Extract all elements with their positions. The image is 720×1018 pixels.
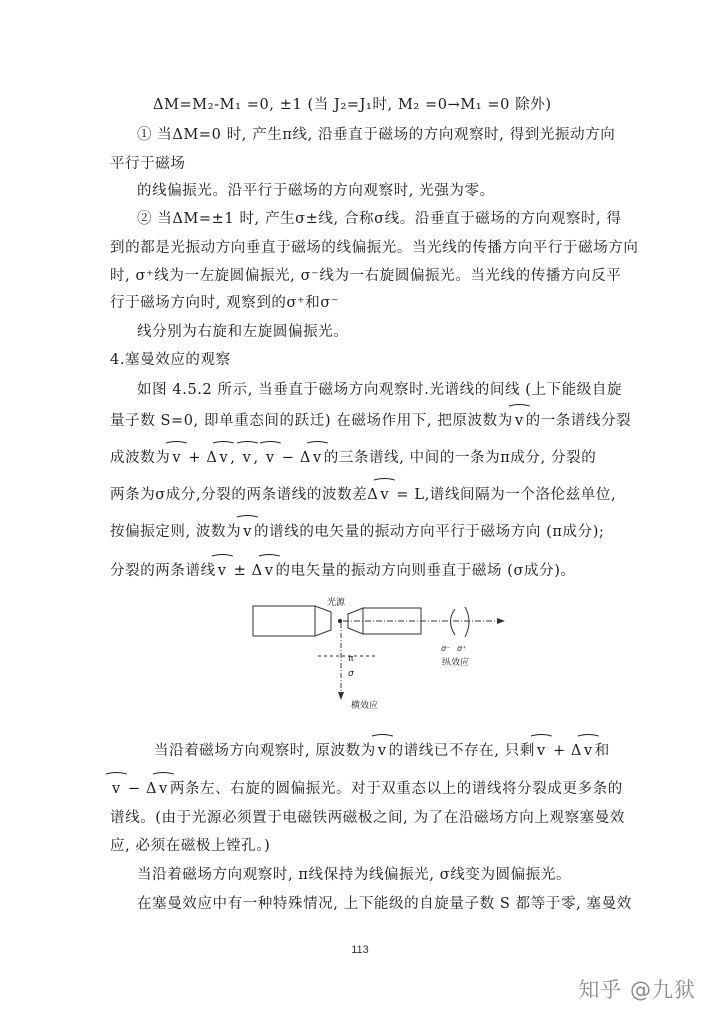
text-segment: 按偏振定则, 波数为 bbox=[110, 524, 242, 540]
light-source-point bbox=[338, 619, 342, 623]
wavenumber-symbol: ‿ v bbox=[376, 741, 389, 761]
along-field-text-line bbox=[110, 779, 623, 799]
case2-text-line: 线分别为右旋和左旋圆偏振光。 bbox=[137, 324, 349, 340]
text-segment: 两条左、右旋的圆偏振光。对于双重态以上的谱线将分裂成更多条的 bbox=[169, 781, 623, 797]
zeeman-observation-figure bbox=[243, 597, 513, 715]
zhihu-watermark: 知乎 @九狱 bbox=[578, 978, 696, 1002]
pi-label: π bbox=[348, 654, 354, 664]
longitudinal-effect-label: 纵效应 bbox=[442, 658, 470, 668]
along-field-text-line: 当沿着磁场方向观察时, π线保持为线偏振光, σ线变为圆偏振光。 bbox=[137, 867, 572, 883]
text-segment: 的一条谱线分裂 bbox=[525, 413, 632, 429]
transverse-effect-label: 横效应 bbox=[351, 701, 379, 711]
text-segment: 的三条谱线, 中间的一条为π成分, 分裂的 bbox=[323, 450, 597, 466]
wavenumber-symbol: ‿ v bbox=[263, 561, 276, 581]
text-segment: 分裂的两条谱线 bbox=[110, 563, 216, 579]
selection-rule-line: ΔM=M₂-M₁ =0, ±1 (当 J₂=J₁时, M₂ =0→M₁ =0 除外) bbox=[153, 97, 552, 113]
wavenumber-symbol: ‿ v bbox=[513, 411, 526, 431]
left-pole-piece bbox=[315, 606, 331, 636]
text-segment: 成波数为 bbox=[110, 450, 171, 466]
wavenumber-symbol: ‿ v bbox=[170, 448, 183, 468]
observation-text-line: 如图 4.5.2 所示, 当垂直于磁场方向观察时.光谱线的间线 (上下能级自旋 bbox=[137, 382, 623, 398]
observation-text-line bbox=[110, 522, 604, 542]
case2-text-line: 到的都是光振动方向垂直于磁场的线偏振光。当光线的传播方向平行于磁场方向 bbox=[110, 240, 639, 256]
case1-text-line: 平行于磁场 bbox=[110, 156, 186, 172]
text-segment: − Δ bbox=[122, 781, 158, 797]
case1-text-line: 的线偏振光。沿平行于磁场的方向观察时, 光强为零。 bbox=[137, 183, 495, 199]
wavenumber-symbol: ‿ v bbox=[110, 779, 123, 799]
case1-text-line: ① 当ΔM=0 时, 产生π线, 沿垂直于磁场的方向观察时, 得到光振动方向 bbox=[137, 127, 616, 143]
case2-text-line: 行于磁场方向时, 观察到的σ⁺和σ⁻ bbox=[110, 295, 340, 311]
text-segment: 量子数 S=0, 即单重态间的跃迁) 在磁场作用下, 把原波数为 bbox=[110, 413, 513, 429]
observation-text-line bbox=[110, 448, 596, 468]
along-field-text-line bbox=[154, 741, 610, 761]
light-source-label: 光源 bbox=[327, 598, 346, 608]
text-segment: ± Δ bbox=[228, 563, 263, 579]
axis-arrowhead bbox=[497, 618, 505, 624]
transverse-arrowhead bbox=[338, 692, 344, 700]
sigma-label: σ bbox=[348, 669, 354, 679]
lens-arc-right bbox=[465, 607, 469, 637]
sigma-plus-label: σ⁺ bbox=[457, 644, 467, 653]
sigma-minus-label: σ⁻ bbox=[441, 644, 451, 653]
text-segment: , bbox=[253, 450, 264, 466]
along-field-text-line: 应, 必须在磁极上镗孔。) bbox=[110, 838, 271, 854]
wavenumber-symbol: ‿ v bbox=[264, 448, 277, 468]
section-heading: 4.塞曼效应的观察 bbox=[110, 352, 231, 368]
along-field-text-line: 谱线。(由于光源必须置于电磁铁两磁极之间, 为了在沿磁场方向上观察塞曼效 bbox=[110, 810, 625, 826]
wavenumber-symbol: ‿ v bbox=[582, 741, 595, 761]
case2-text-line: 时, σ⁺线为一左旋圆偏振光, σ⁻线为一右旋圆偏振光。当光线的传播方向反平 bbox=[110, 268, 622, 284]
text-segment: 当沿着磁场方向观察时, 原波数为 bbox=[154, 743, 376, 759]
wavenumber-symbol: ‿ v bbox=[378, 485, 391, 505]
text-segment: + Δ bbox=[183, 450, 218, 466]
text-segment: − Δ bbox=[276, 450, 311, 466]
wavenumber-symbol: ‿ v bbox=[217, 448, 230, 468]
text-segment: 的谱线的电矢量的振动方向平行于磁场方向 (π成分); bbox=[254, 524, 605, 540]
observation-text-line bbox=[110, 485, 616, 505]
text-segment: + Δ bbox=[547, 743, 582, 759]
text-segment: 的电矢量的振动方向则垂直于磁场 (σ成分)。 bbox=[275, 563, 576, 579]
text-segment: , bbox=[230, 450, 241, 466]
light-source-housing bbox=[253, 606, 315, 636]
lens-arc-left bbox=[451, 609, 456, 635]
wavenumber-symbol: ‿ v bbox=[241, 522, 254, 542]
text-segment: = L,谱线间隔为一个洛伦兹单位, bbox=[391, 487, 617, 503]
page-number: 113 bbox=[351, 944, 369, 956]
text-segment: 的谱线已不存在, 只剩 bbox=[388, 743, 535, 759]
case2-text-line: ② 当ΔM=±1 时, 产生σ±线, 合称σ线。沿垂直于磁场的方向观察时, 得 bbox=[137, 211, 622, 227]
text-segment: 和 bbox=[594, 743, 610, 759]
observation-text-line bbox=[110, 561, 576, 581]
wavenumber-symbol: ‿ v bbox=[535, 741, 548, 761]
wavenumber-symbol: ‿ v bbox=[216, 561, 229, 581]
wavenumber-symbol: ‿ v bbox=[157, 779, 170, 799]
along-field-text-line: 在塞曼效应中有一种特殊情况, 上下能级的自旋量子数 S 都等于零, 塞曼效 bbox=[137, 896, 632, 912]
wavenumber-symbol: ‿ v bbox=[241, 448, 254, 468]
observation-text-line bbox=[110, 411, 631, 431]
wavenumber-symbol: ‿ v bbox=[311, 448, 324, 468]
text-segment: 两条为σ成分,分裂的两条谱线的波数差Δ bbox=[110, 487, 379, 503]
